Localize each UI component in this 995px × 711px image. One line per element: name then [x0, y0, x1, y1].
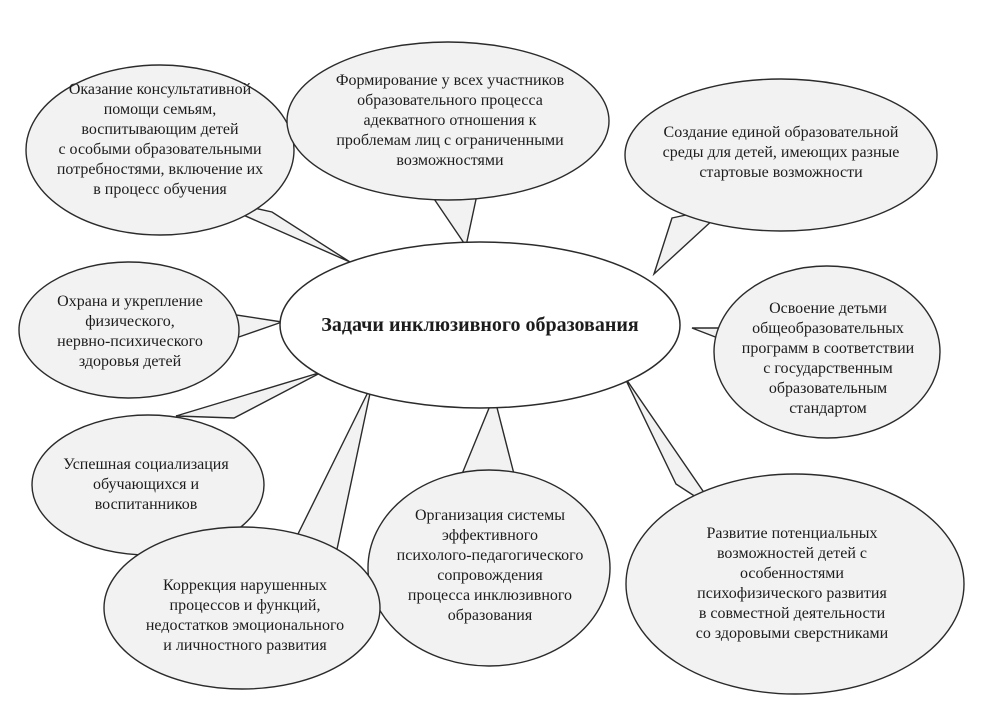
tail-correction	[298, 384, 372, 554]
task-development: Развитие потенциальных возможностей детей с особенностями психофизического развития в совместной деятельности со здоровыми сверстниками	[695, 525, 889, 642]
task-attitude: Формирование у всех участников образовательного процесса адекватного отношения к проблемам лиц с ограниченными возможностями	[335, 72, 565, 169]
task-environment: Создание единой образовательной среды для детей, имеющих разные стартовые возможности	[662, 124, 900, 181]
task-programs: Освоение детьми общеобразовательных программ в соответствии с государственным образовательным стандартом	[741, 300, 915, 417]
task-support: Организация системы эффективного психолого-педагогического сопровождения процесса инклюзивного образования	[396, 507, 584, 624]
task-socialization: Успешная социализация обучающихся и воспитанников	[63, 456, 229, 513]
center-title: Задачи инклюзивного образования	[321, 314, 639, 336]
task-correction: Коррекция нарушенных процессов и функций, недостатков эмоционального и личностного развития	[145, 577, 345, 654]
task-health: Охрана и укрепление физического, нервно-психического здоровья детей	[57, 293, 203, 370]
task-consult: Оказание консультативной помощи семьям, воспитывающим детей с особыми образовательными потребностями, включение их в процесс обучения	[56, 81, 264, 198]
tail-development	[624, 376, 716, 510]
